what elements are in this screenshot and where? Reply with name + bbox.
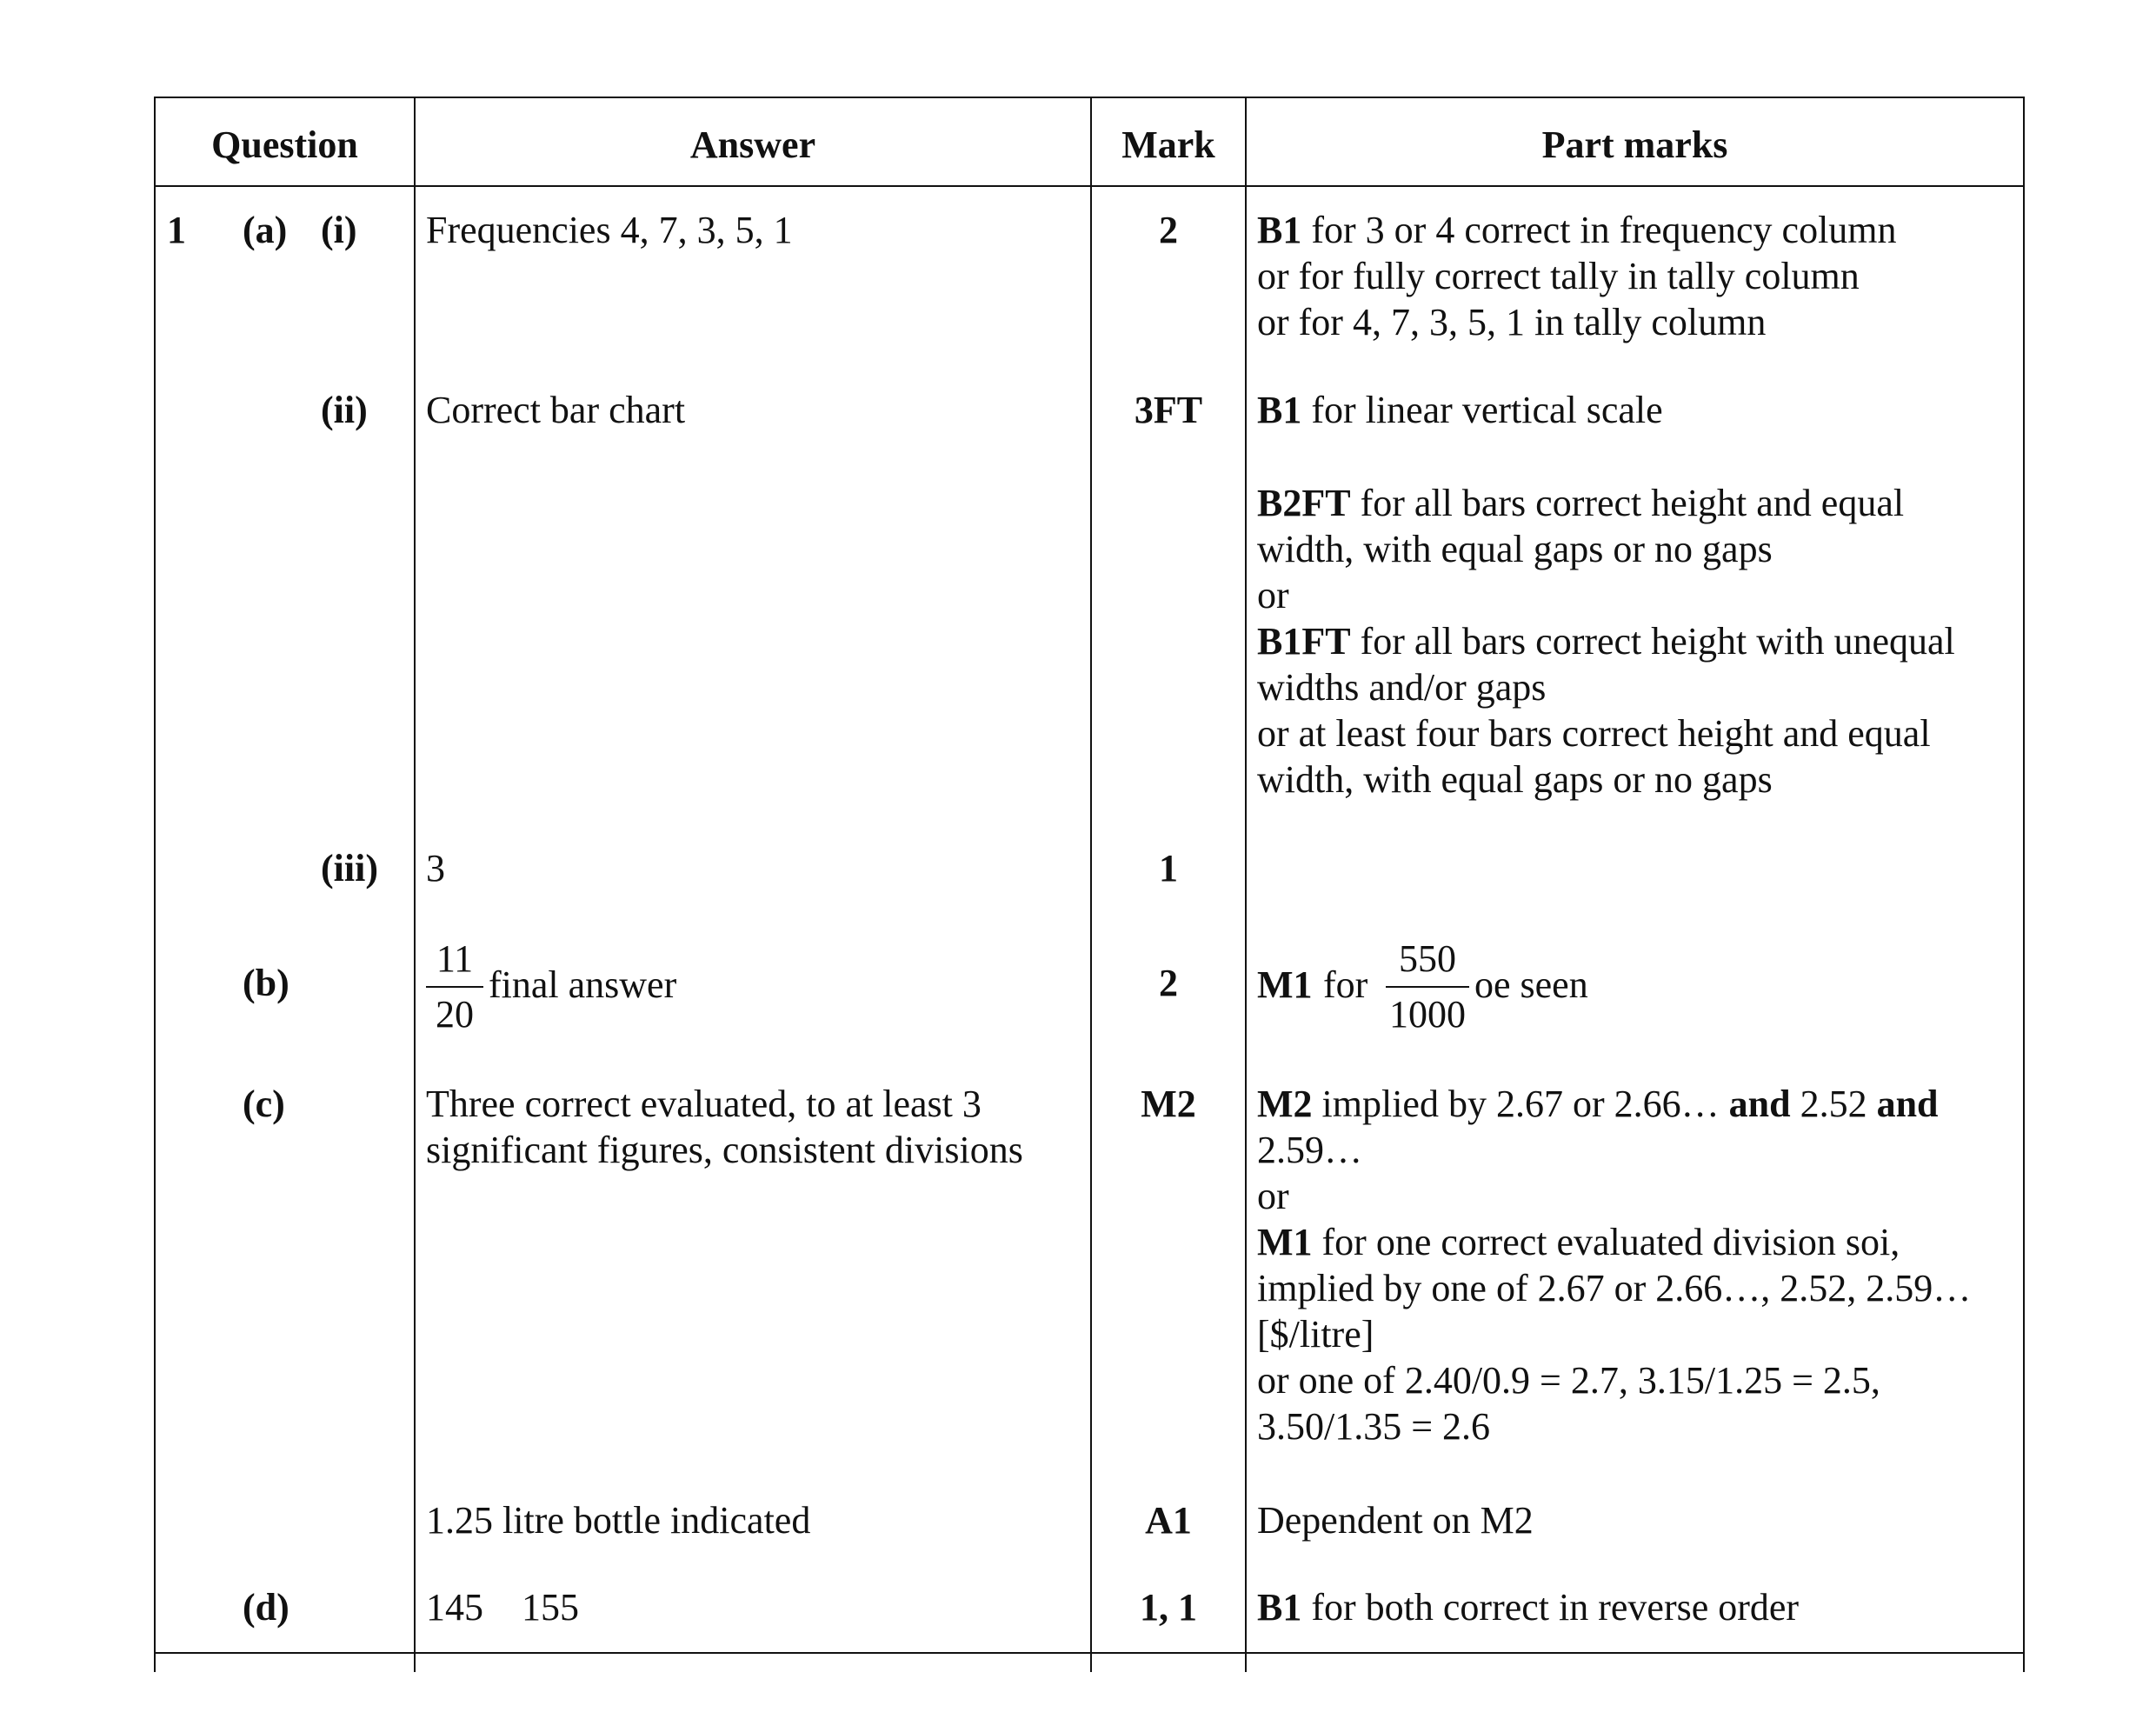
mark-code: B1FT <box>1257 620 1351 663</box>
mark-a-iii: 1 <box>1159 847 1178 889</box>
and-keyword: and <box>1728 1083 1791 1125</box>
partmarks-c-line8: 3.50/1.35 = 2.6 <box>1257 1405 1491 1448</box>
partmarks-text: for linear vertical scale <box>1301 389 1663 431</box>
partmarks-c-line2: 2.59… <box>1257 1129 1362 1171</box>
answer-a-iii: 3 <box>426 847 445 889</box>
partmarks-c-line7: or one of 2.40/0.9 = 2.7, 3.15/1.25 = 2.5, <box>1257 1359 1880 1402</box>
fraction-bar <box>1386 986 1469 988</box>
partmarks-a-i-line2: or for fully correct tally in tally column <box>1257 255 1860 297</box>
mark-code: B1 <box>1257 389 1302 431</box>
question-number: 1 <box>167 209 186 251</box>
partmarks-c-line4 <box>1257 1219 1900 1265</box>
header-question: Question <box>211 123 358 166</box>
header-bottom-border <box>154 185 2025 187</box>
answer-b-text: final answer <box>489 963 677 1006</box>
subpart-ii-label: (ii) <box>321 389 368 431</box>
fraction-denominator: 20 <box>436 993 474 1036</box>
header-part-marks: Part marks <box>1541 123 1728 166</box>
fraction-numerator: 11 <box>436 937 474 980</box>
part-d-label: (d) <box>243 1586 289 1629</box>
and-keyword: and <box>1876 1083 1939 1125</box>
mark-c: M2 <box>1141 1083 1196 1125</box>
partmarks-text: implied by 2.67 or 2.66… <box>1312 1083 1729 1125</box>
partmarks-text: for one correct evaluated division soi, <box>1312 1221 1900 1263</box>
partmarks-a-ii-line7: or at least four bars correct height and equal <box>1257 712 1931 755</box>
partmarks-text: for all bars correct height with unequal <box>1350 620 1955 663</box>
partmarks-b-code: M1 <box>1257 963 1313 1006</box>
answer-c-second: 1.25 litre bottle indicated <box>426 1499 811 1542</box>
partmarks-a-ii-line3: width, with equal gaps or no gaps <box>1257 528 1773 570</box>
mark-c-second: A1 <box>1145 1499 1192 1542</box>
partmarks-c-line1 <box>1257 1081 1939 1127</box>
partmarks-a-ii-line6: widths and/or gaps <box>1257 666 1547 709</box>
partmarks-b-fraction <box>1386 937 1469 1036</box>
mark-a-ii: 3FT <box>1134 389 1203 431</box>
partmarks-a-ii-line5 <box>1257 618 1955 664</box>
partmarks-a-i-line3: or for 4, 7, 3, 5, 1 in tally column <box>1257 301 1767 343</box>
answer-c-line1: Three correct evaluated, to at least 3 <box>426 1083 982 1125</box>
mark-code: M1 <box>1257 1221 1313 1263</box>
partmarks-b-for: for <box>1323 963 1368 1006</box>
part-b-label: (b) <box>243 962 289 1004</box>
table-top-border <box>154 97 2025 98</box>
partmarks-text: for all bars correct height and equal <box>1350 482 1905 524</box>
col-border-right <box>2023 97 2025 1672</box>
partmarks-text: 2.52 <box>1790 1083 1877 1125</box>
subpart-iii-label: (iii) <box>321 847 378 889</box>
header-mark: Mark <box>1121 123 1215 166</box>
fraction-bar <box>426 986 483 988</box>
partmarks-b-tail: oe seen <box>1474 963 1588 1006</box>
answer-a-i: Frequencies 4, 7, 3, 5, 1 <box>426 209 793 251</box>
answer-d: 145 155 <box>426 1586 579 1629</box>
partmarks-c-or: or <box>1257 1175 1289 1217</box>
partmarks-c-second: Dependent on M2 <box>1257 1499 1534 1542</box>
partmarks-c-line5: implied by one of 2.67 or 2.66…, 2.52, 2.59… <box>1257 1267 1972 1309</box>
part-a-label: (a) <box>243 209 288 251</box>
table-bottom-border <box>154 1652 2025 1654</box>
subpart-i-label: (i) <box>321 209 357 251</box>
col-border-mark-partmarks <box>1245 97 1247 1672</box>
part-c-label: (c) <box>243 1083 285 1125</box>
partmarks-a-i-line1 <box>1257 207 1897 253</box>
answer-c-line2: significant figures, consistent divisions <box>426 1129 1023 1171</box>
mark-code: B2FT <box>1257 482 1351 524</box>
mark-a-i: 2 <box>1159 209 1178 251</box>
answer-b-fraction <box>426 937 483 1036</box>
partmarks-text: for 3 or 4 correct in frequency column <box>1301 209 1897 251</box>
partmarks-c-line6: [$/litre] <box>1257 1313 1374 1356</box>
col-border-question-answer <box>414 97 416 1672</box>
fraction-denominator: 1000 <box>1389 993 1466 1036</box>
answer-a-ii: Correct bar chart <box>426 389 686 431</box>
partmarks-a-ii-or: or <box>1257 574 1289 616</box>
mark-code: M2 <box>1257 1083 1313 1125</box>
mark-code: B1 <box>1257 1586 1302 1629</box>
mark-d: 1, 1 <box>1140 1586 1197 1629</box>
partmarks-text: for both correct in reverse order <box>1301 1586 1800 1629</box>
col-border-left <box>154 97 156 1672</box>
partmarks-a-ii-line2 <box>1257 480 1904 526</box>
partmarks-a-ii-line1 <box>1257 387 1663 433</box>
fraction-numerator: 550 <box>1399 937 1456 980</box>
mark-b: 2 <box>1159 962 1178 1004</box>
mark-code: B1 <box>1257 209 1302 251</box>
header-answer: Answer <box>689 123 816 166</box>
partmarks-a-ii-line8: width, with equal gaps or no gaps <box>1257 758 1773 801</box>
partmarks-d <box>1257 1584 1799 1630</box>
